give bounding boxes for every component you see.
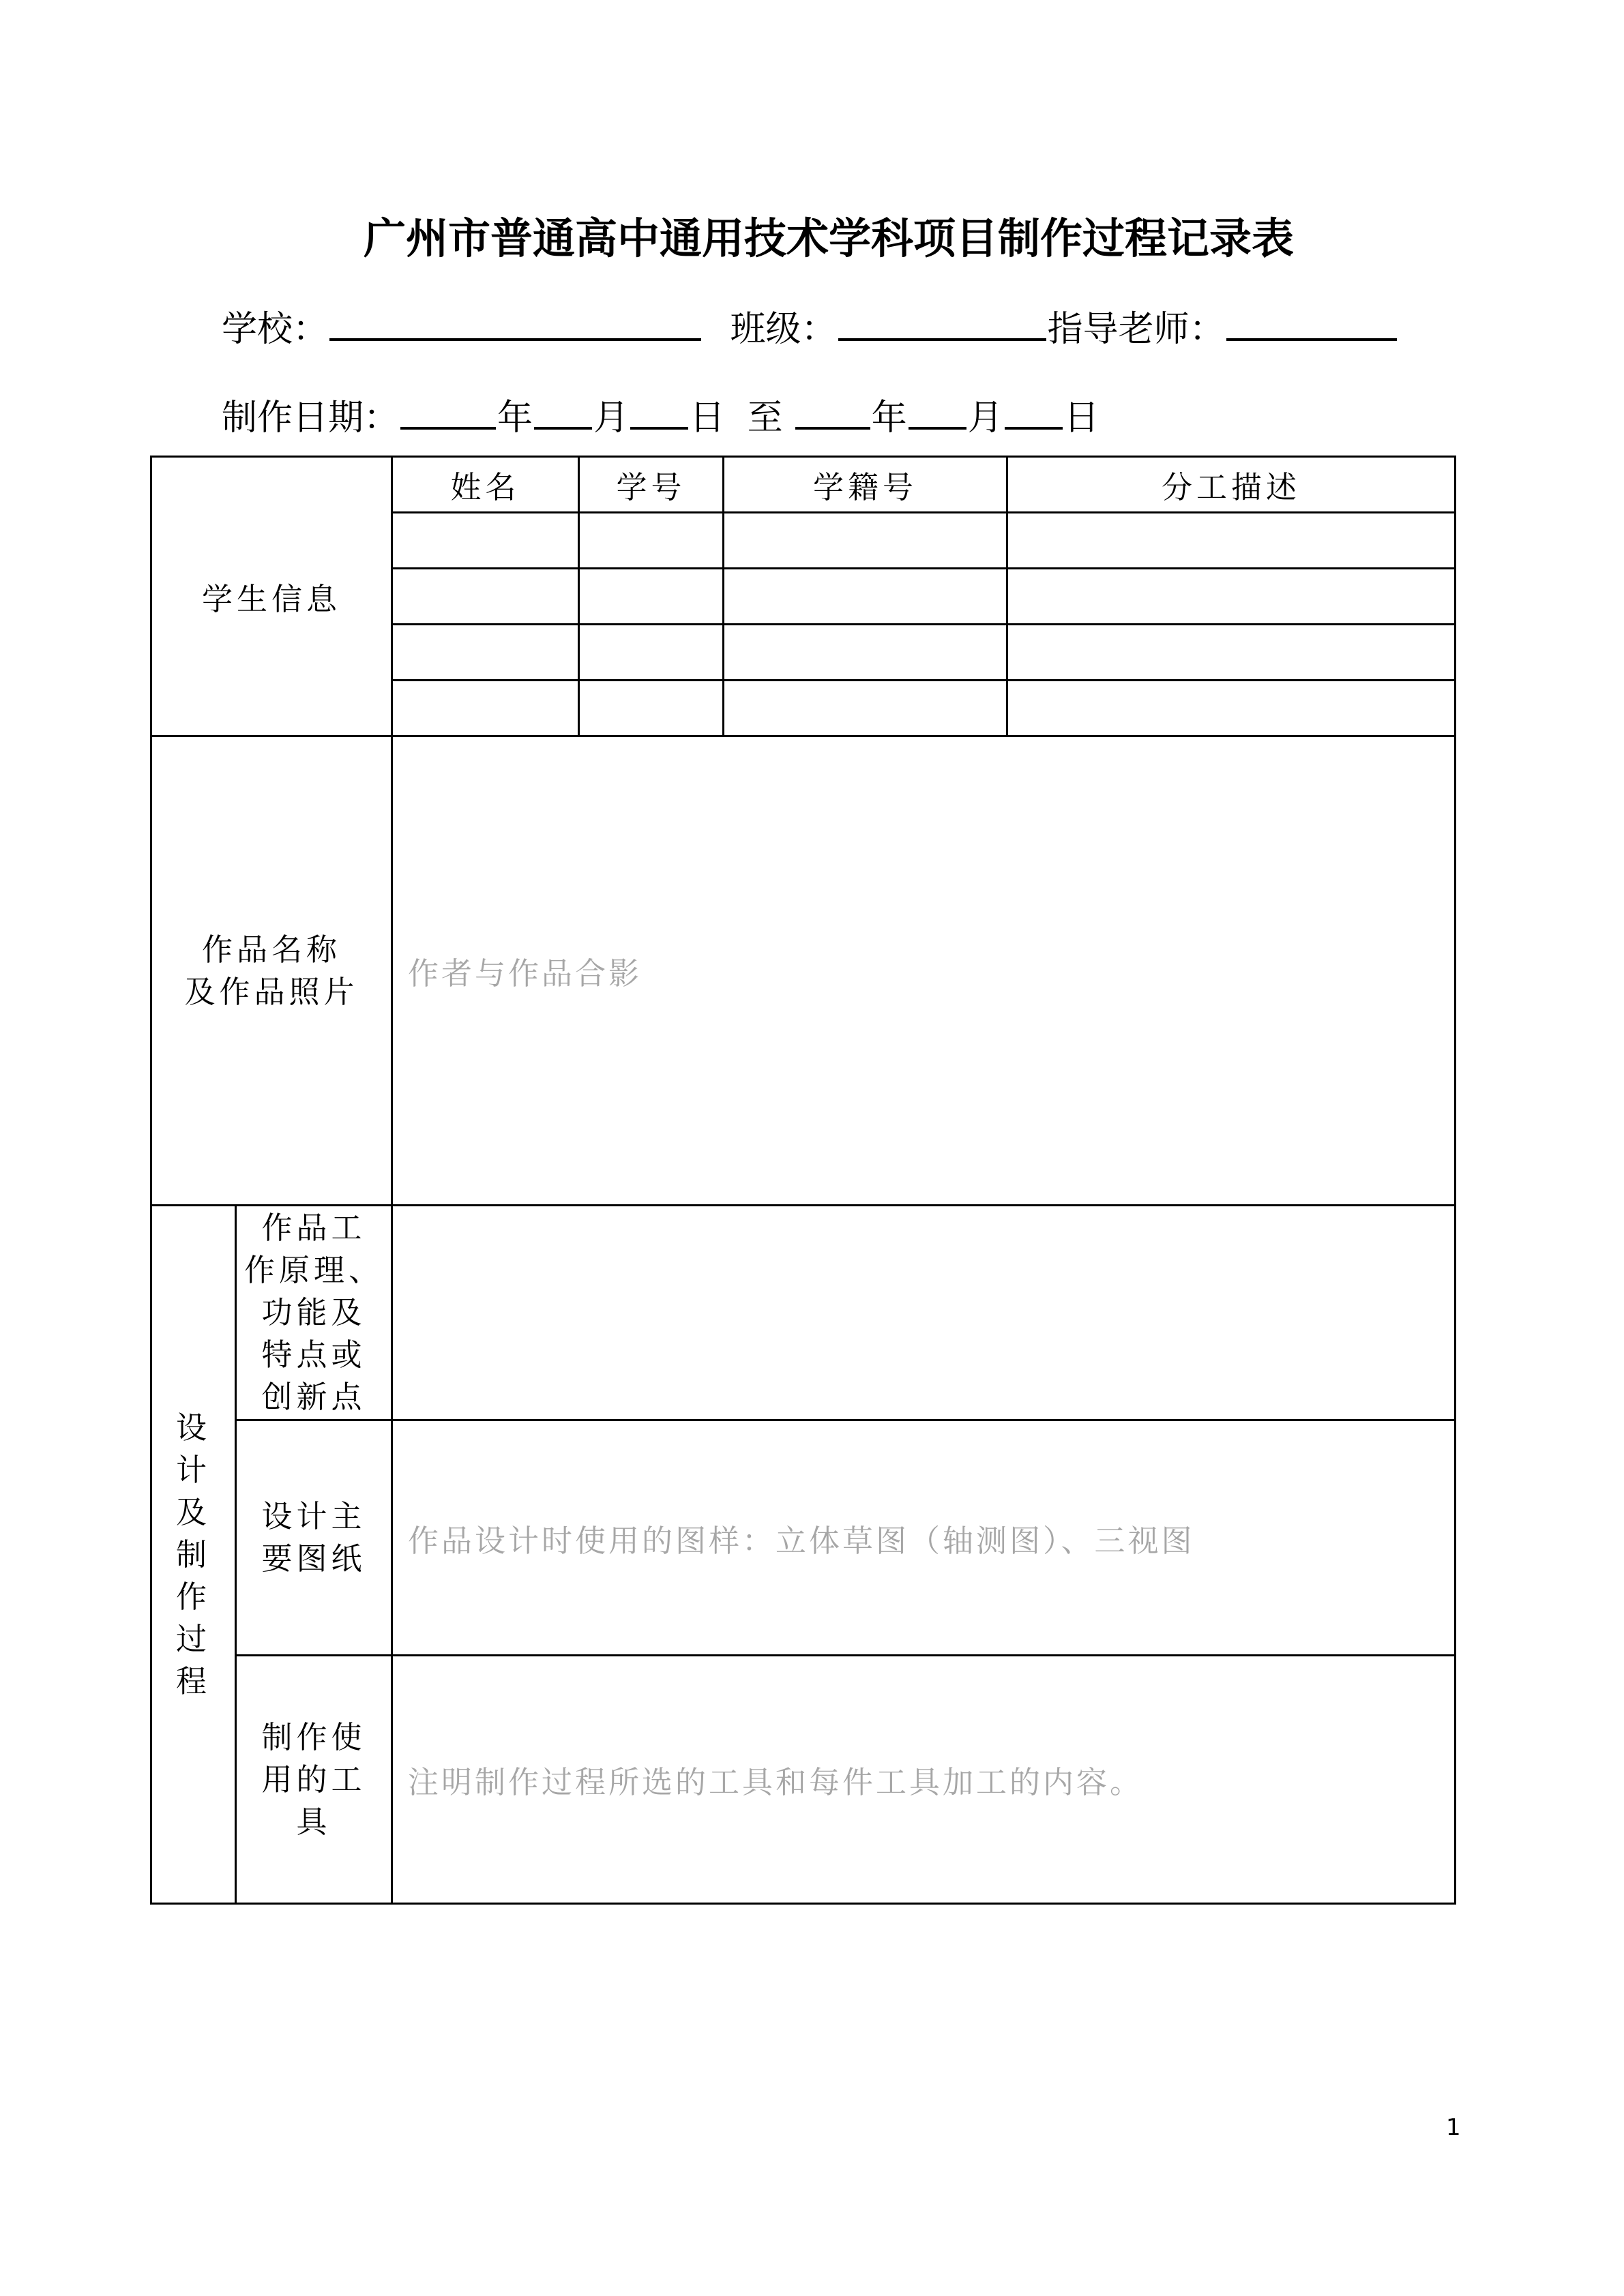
header-registration-id: 学籍号 [724,457,1007,513]
end-month-field[interactable] [909,397,966,430]
start-year-field[interactable] [400,397,496,430]
start-day-label: 日 [690,398,726,438]
header-name: 姓名 [392,457,579,513]
design-process-label: 设 计 及 制 作 过 程 [151,1206,236,1904]
page-title: 广州市普通高中通用技术学科项目制作过程记录表 [363,213,1294,263]
principle-area[interactable] [392,1206,1456,1420]
end-day-field[interactable] [1005,397,1063,430]
student-task-cell[interactable] [1007,625,1456,681]
student-id-cell[interactable] [579,513,724,569]
record-table [150,456,1456,1905]
student-id-cell[interactable] [579,625,724,681]
teacher-field[interactable] [1226,308,1397,341]
class-label: 班级： [730,309,837,350]
student-task-cell[interactable] [1007,681,1456,736]
tools-area[interactable]: 注明制作过程所选的工具和每件工具加工的内容。 [392,1656,1456,1904]
student-registration-cell[interactable] [724,569,1007,625]
start-day-field[interactable] [630,397,688,430]
header-student-id: 学号 [579,457,724,513]
school-field[interactable] [329,308,701,341]
student-id-cell[interactable] [579,569,724,625]
end-year-field[interactable] [795,397,870,430]
end-year-label: 年 [871,398,907,438]
drawings-label: 设计主 要图纸 [236,1420,392,1656]
student-task-cell[interactable] [1007,513,1456,569]
principle-label: 作品工 作原理、 功能及 特点或 创新点 [236,1206,392,1420]
student-name-cell[interactable] [392,625,579,681]
student-name-cell[interactable] [392,513,579,569]
start-month-label: 月 [593,398,630,438]
teacher-label: 指导老师： [1047,309,1225,350]
header-line-1 [222,300,1398,351]
drawings-area[interactable]: 作品设计时使用的图样：立体草图（轴测图）、三视图 [392,1420,1456,1656]
student-name-cell[interactable] [392,569,579,625]
page-number: 1 [1446,2114,1461,2141]
work-photo-area[interactable]: 作者与作品合影 [392,736,1456,1206]
class-field[interactable] [838,308,1046,341]
start-year-label: 年 [497,398,533,438]
student-task-cell[interactable] [1007,569,1456,625]
work-name-photo-label: 作品名称 及作品照片 [151,736,392,1206]
student-id-cell[interactable] [579,681,724,736]
date-label: 制作日期： [222,398,400,438]
header-line-2 [222,389,1099,440]
end-month-label: 月 [967,398,1003,438]
to-label: 至 [747,398,783,438]
school-label: 学校： [222,309,329,350]
student-registration-cell[interactable] [724,513,1007,569]
student-registration-cell[interactable] [724,681,1007,736]
student-registration-cell[interactable] [724,625,1007,681]
student-name-cell[interactable] [392,681,579,736]
start-month-field[interactable] [534,397,592,430]
student-info-label: 学生信息 [151,457,392,736]
end-day-label: 日 [1063,398,1099,438]
tools-label: 制作使 用的工 具 [236,1656,392,1904]
header-task-description: 分工描述 [1007,457,1456,513]
